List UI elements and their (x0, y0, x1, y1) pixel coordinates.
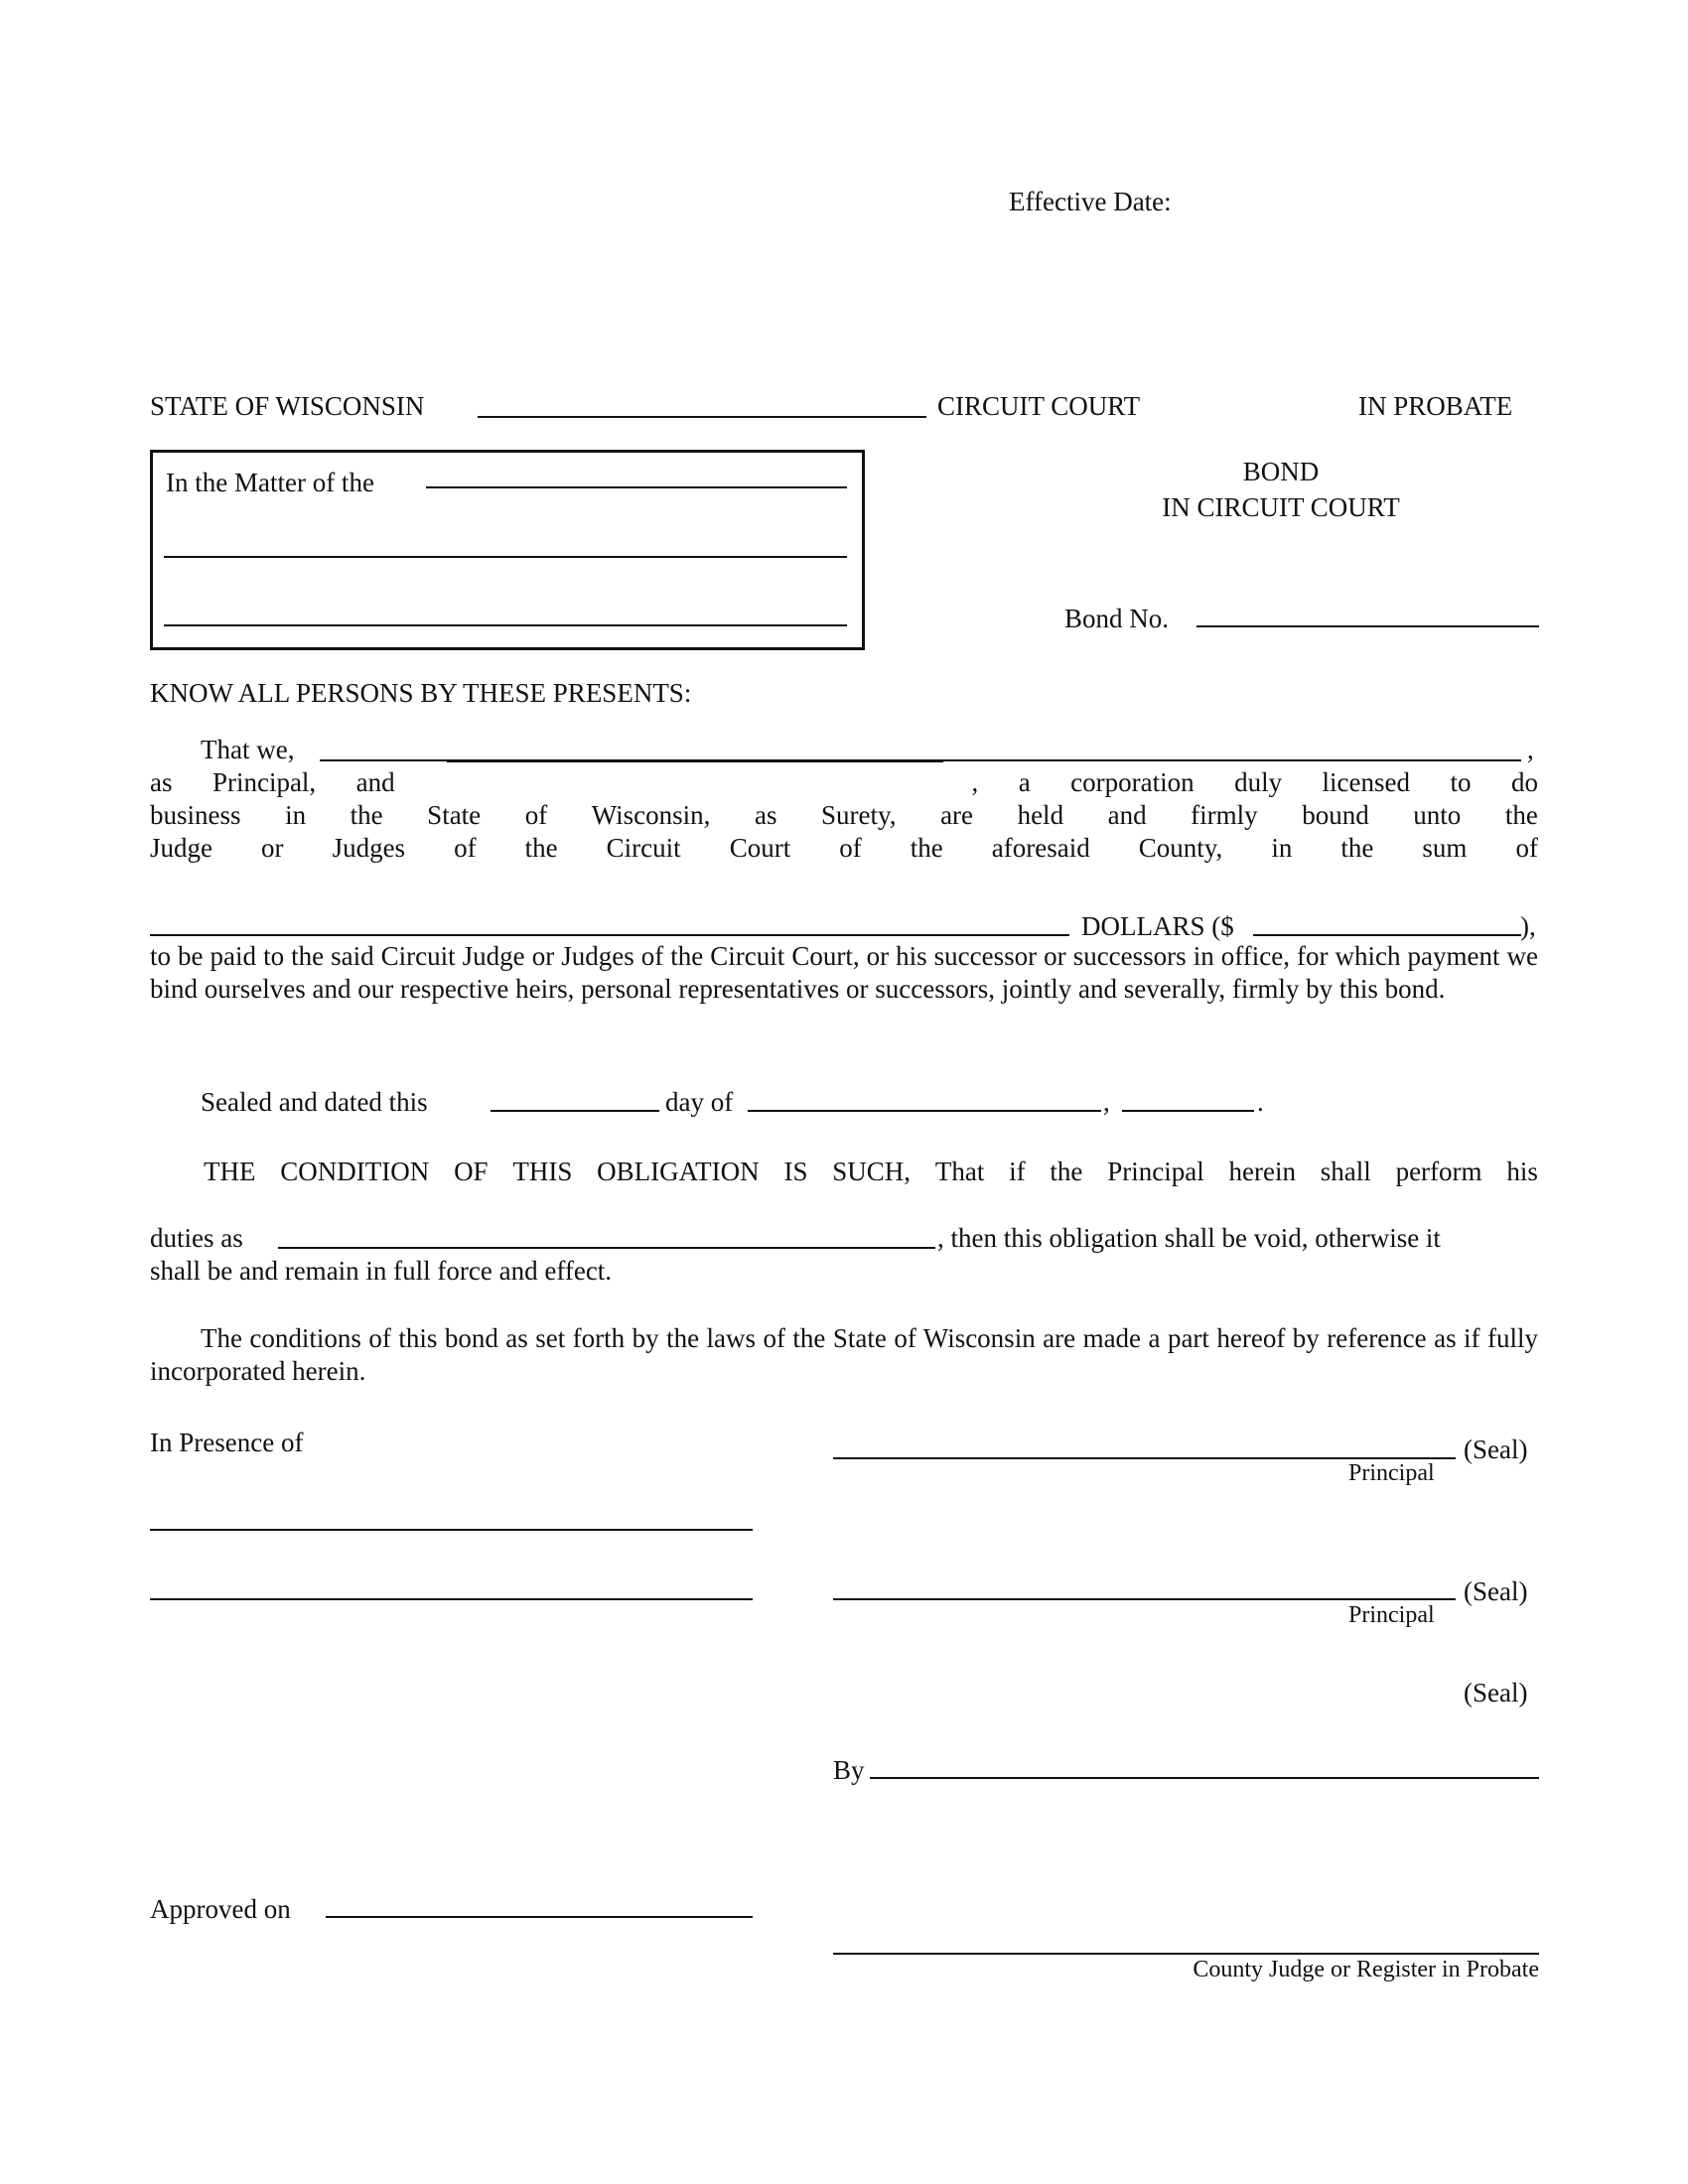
word: do (1510, 767, 1538, 797)
in-presence-label: In Presence of (150, 1428, 304, 1457)
word: Principal (1107, 1157, 1204, 1186)
that-we-comma: , (1527, 735, 1534, 764)
word: THE (204, 1157, 256, 1186)
doc-title-line1: BOND (1242, 457, 1320, 486)
matter-field-1[interactable] (426, 486, 847, 488)
surety-by-signature[interactable] (870, 1777, 1539, 1779)
word: THIS (512, 1157, 573, 1186)
word: Judges (332, 833, 406, 863)
principal-signature-2[interactable] (833, 1598, 1456, 1600)
condition-line (204, 1159, 1538, 1185)
bond-no-label: Bond No. (1064, 604, 1170, 633)
matter-field-2[interactable] (164, 556, 847, 558)
word: OBLIGATION (597, 1157, 760, 1186)
word: State (427, 800, 482, 830)
court-label: CIRCUIT COURT (937, 391, 1141, 421)
witness-signature-1[interactable] (150, 1529, 753, 1531)
word: corporation (1070, 767, 1195, 797)
word: shall (1320, 1157, 1371, 1186)
word: Surety, (821, 800, 897, 830)
word: licensed (1322, 767, 1411, 797)
principal-caption-1: Principal (1348, 1460, 1435, 1486)
word: County, (1138, 833, 1223, 863)
word: and (355, 767, 395, 797)
word: OF (454, 1157, 489, 1186)
bond-row-4 (150, 835, 1538, 862)
word: , (971, 767, 979, 797)
word: as (754, 800, 777, 830)
word: and (1107, 800, 1147, 830)
word: bound (1302, 800, 1369, 830)
that-we-label: That we, (201, 735, 295, 764)
word: CONDITION (280, 1157, 430, 1186)
word: of (454, 833, 477, 863)
word: of (524, 800, 548, 830)
word: IS (783, 1157, 808, 1186)
principal-caption-2: Principal (1348, 1602, 1435, 1628)
word: Judge (150, 833, 212, 863)
know-all-heading: KNOW ALL PERSONS BY THESE PRESENTS: (150, 678, 692, 708)
laws-paragraph: The conditions of this bond as set forth by the laws of the State of Wisconsin are made a part hereof by reference as if fully incorporated herein. (150, 1323, 1538, 1386)
word: if (1009, 1157, 1026, 1186)
duties-as-label: duties as (150, 1223, 243, 1253)
word: the (1340, 833, 1374, 863)
judge-signature[interactable] (833, 1953, 1539, 1955)
state-label: STATE OF WISCONSIN (150, 391, 425, 421)
payment-paragraph: to be paid to the said Circuit Judge or Judges of the Circuit Court, or his successor or successors in office, for which payment we bind ourselves and our respective heirs, personal representatives or successors, jointly and severally, firmly by this bond. (150, 941, 1538, 1004)
sealed-period: . (1257, 1087, 1264, 1117)
duties-field[interactable] (278, 1247, 935, 1249)
approved-on-label: Approved on (150, 1894, 291, 1924)
seal-label-2: (Seal) (1464, 1576, 1528, 1606)
word: SUCH, (832, 1157, 912, 1186)
doc-title-line2: IN CIRCUIT COURT (1162, 492, 1400, 522)
word: the (910, 833, 943, 863)
word: business (150, 800, 241, 830)
word: That (934, 1157, 985, 1186)
word: the (1504, 800, 1538, 830)
word: unto (1413, 800, 1462, 830)
sealed-year-field[interactable] (1122, 1110, 1254, 1112)
bond-no-field[interactable] (1196, 625, 1539, 627)
sealed-comma: , (1103, 1087, 1110, 1117)
word: Wisconsin, (591, 800, 711, 830)
amount-words-field[interactable] (150, 934, 1069, 936)
word: the (350, 800, 383, 830)
word: the (524, 833, 558, 863)
day-of-label: day of (665, 1087, 734, 1117)
matter-box (150, 450, 865, 650)
seal-label-1: (Seal) (1464, 1434, 1528, 1464)
branch-label: IN PROBATE (1358, 391, 1513, 421)
word: are (940, 800, 974, 830)
word: Circuit (606, 833, 681, 863)
word: duly (1234, 767, 1283, 797)
word: of (1515, 833, 1538, 863)
word: sum (1422, 833, 1468, 863)
word: his (1506, 1157, 1538, 1186)
word: held (1017, 800, 1064, 830)
word: in (1271, 833, 1293, 863)
bond-row-2 (150, 769, 1538, 796)
county-field[interactable] (478, 416, 926, 418)
witness-signature-2[interactable] (150, 1598, 753, 1600)
word: firmly (1191, 800, 1258, 830)
dollars-label: DOLLARS ($ (1081, 911, 1234, 941)
sealed-day-field[interactable] (491, 1110, 659, 1112)
surety-name-field[interactable] (447, 760, 943, 762)
by-label: By (833, 1755, 865, 1785)
word: of (839, 833, 862, 863)
word: herein (1228, 1157, 1296, 1186)
word: Court (729, 833, 791, 863)
amount-number-field[interactable] (1253, 934, 1521, 936)
duties-line2: shall be and remain in full force and effect. (150, 1256, 613, 1286)
bond-row-3 (150, 802, 1538, 829)
word: in (285, 800, 307, 830)
principal-signature-1[interactable] (833, 1457, 1456, 1459)
word: perform (1395, 1157, 1482, 1186)
word: to (1450, 767, 1472, 797)
sealed-month-field[interactable] (748, 1110, 1101, 1112)
word: the (1050, 1157, 1083, 1186)
seal-label-3: (Seal) (1464, 1678, 1528, 1707)
word: or (261, 833, 284, 863)
word: a (1018, 767, 1031, 797)
sealed-label: Sealed and dated this (201, 1087, 428, 1117)
word: Principal, (211, 767, 317, 797)
matter-label: In the Matter of the (166, 468, 374, 497)
dollars-close: ), (1520, 911, 1536, 941)
word: as (150, 767, 173, 797)
duties-rest: , then this obligation shall be void, otherwise it (937, 1223, 1441, 1253)
word: aforesaid (991, 833, 1090, 863)
matter-field-3[interactable] (164, 624, 847, 626)
effective-date-label: Effective Date: (1009, 187, 1172, 216)
judge-caption: County Judge or Register in Probate (1193, 1957, 1539, 1982)
approved-date-field[interactable] (326, 1916, 753, 1918)
